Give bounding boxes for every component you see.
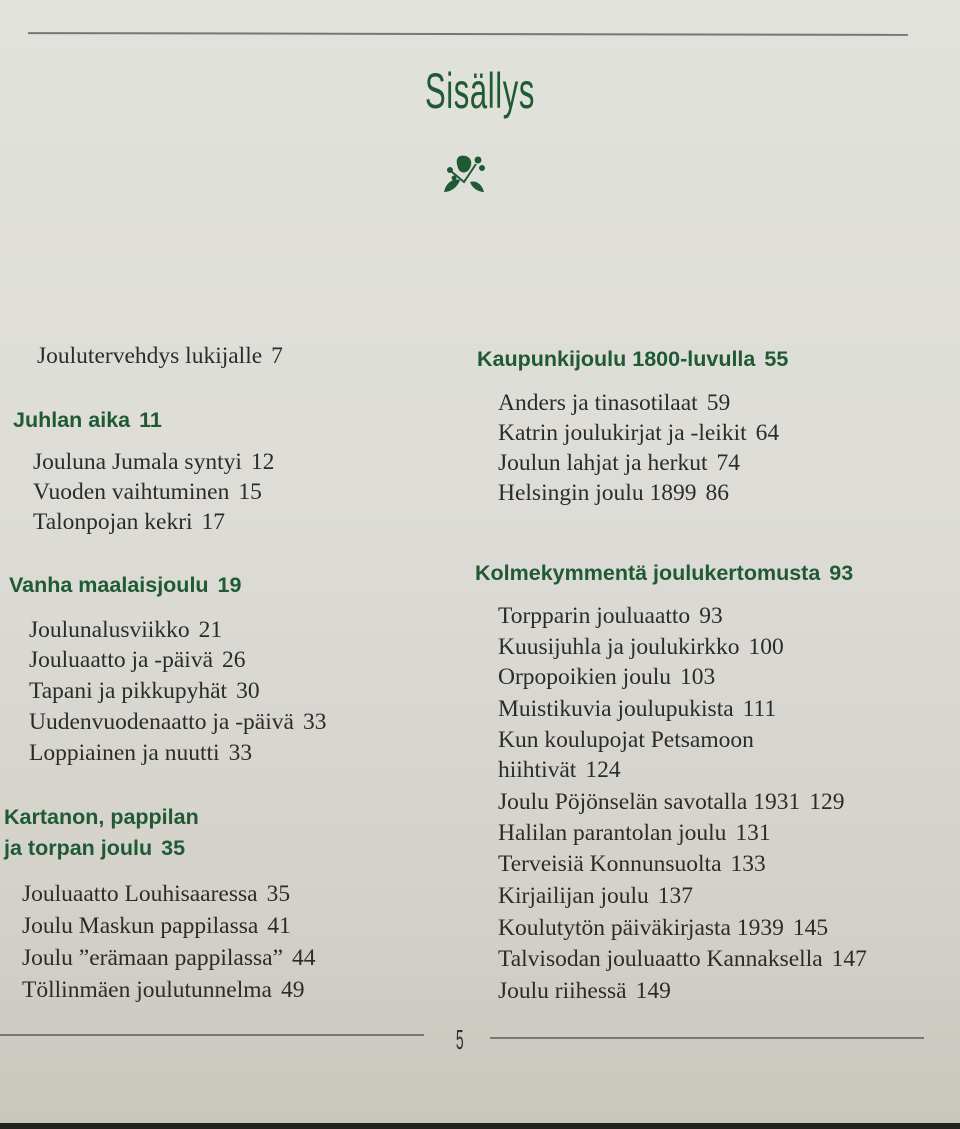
toc-entry: Joulu riihessä 149 — [498, 978, 671, 1004]
bottom-rule-right — [490, 1037, 924, 1039]
toc-entry: Halilan parantolan joulu 131 — [498, 820, 771, 846]
toc-entry: Kirjailijan joulu 137 — [498, 883, 694, 909]
toc-entry: Kuusijuhla ja joulukirkko 100 — [498, 634, 784, 660]
toc-entry: Muistikuvia joulupukista 111 — [498, 696, 777, 722]
toc-entry: Joulu ”erämaan pappilassa” 44 — [22, 945, 316, 971]
toc-entry: Jouluaatto Louhisaaressa 35 — [22, 881, 291, 907]
page-number: 5 — [455, 1024, 464, 1055]
toc-entry: Jouluna Jumala syntyi 12 — [33, 449, 275, 475]
toc-entry: Terveisiä Konnunsuolta 133 — [498, 851, 766, 877]
leaf-flower-ornament-icon — [440, 152, 488, 196]
toc-entry: Uudenvuodenaatto ja -päivä 33 — [29, 709, 327, 735]
toc-entry: Tapani ja pikkupyhät 30 — [29, 678, 260, 704]
section-heading: Kolmekymmentä joulukertomusta 93 — [475, 561, 854, 585]
toc-entry: hiihtivät 124 — [498, 757, 621, 783]
toc-entry: Katrin joulukirjat ja -leikit 64 — [498, 420, 780, 446]
section-heading: ja torpan joulu 35 — [4, 836, 186, 860]
toc-entry: Joulun lahjat ja herkut 74 — [498, 450, 740, 476]
toc-entry: Koulutytön päiväkirjasta 1939 145 — [498, 915, 829, 941]
page-edge-shadow — [0, 1123, 960, 1129]
section-heading: Kaupunkijoulu 1800-luvulla 55 — [477, 347, 789, 371]
section-heading: Juhlan aika 11 — [13, 408, 162, 432]
toc-entry: Helsingin joulu 1899 86 — [498, 480, 729, 506]
toc-entry: Kun koulupojat Petsamoon — [498, 727, 754, 753]
page-title: Sisällys — [424, 63, 536, 119]
toc-entry: Töllinmäen joulutunnelma 49 — [22, 977, 305, 1003]
toc-entry: Joulu Pöjönselän savotalla 1931 129 — [498, 789, 845, 815]
toc-entry: Anders ja tinasotilaat 59 — [498, 390, 731, 416]
toc-entry: Joulutervehdys lukijalle 7 — [37, 343, 283, 369]
top-rule — [28, 32, 908, 35]
toc-entry: Torpparin jouluaatto 93 — [498, 603, 723, 629]
bottom-rule-left — [0, 1034, 424, 1036]
toc-entry: Talvisodan jouluaatto Kannaksella 147 — [498, 946, 867, 972]
toc-entry: Jouluaatto ja -päivä 26 — [29, 647, 246, 673]
toc-entry: Talonpojan kekri 17 — [33, 509, 226, 535]
toc-entry: Joulunalusviikko 21 — [29, 617, 223, 643]
section-heading: Kartanon, pappilan — [4, 805, 199, 829]
toc-entry: Joulu Maskun pappilassa 41 — [22, 913, 291, 939]
section-heading: Vanha maalaisjoulu 19 — [9, 573, 242, 597]
toc-entry: Vuoden vaihtuminen 15 — [33, 479, 262, 505]
toc-entry: Orpopoikien joulu 103 — [498, 664, 716, 690]
toc-entry: Loppiainen ja nuutti 33 — [29, 740, 253, 766]
